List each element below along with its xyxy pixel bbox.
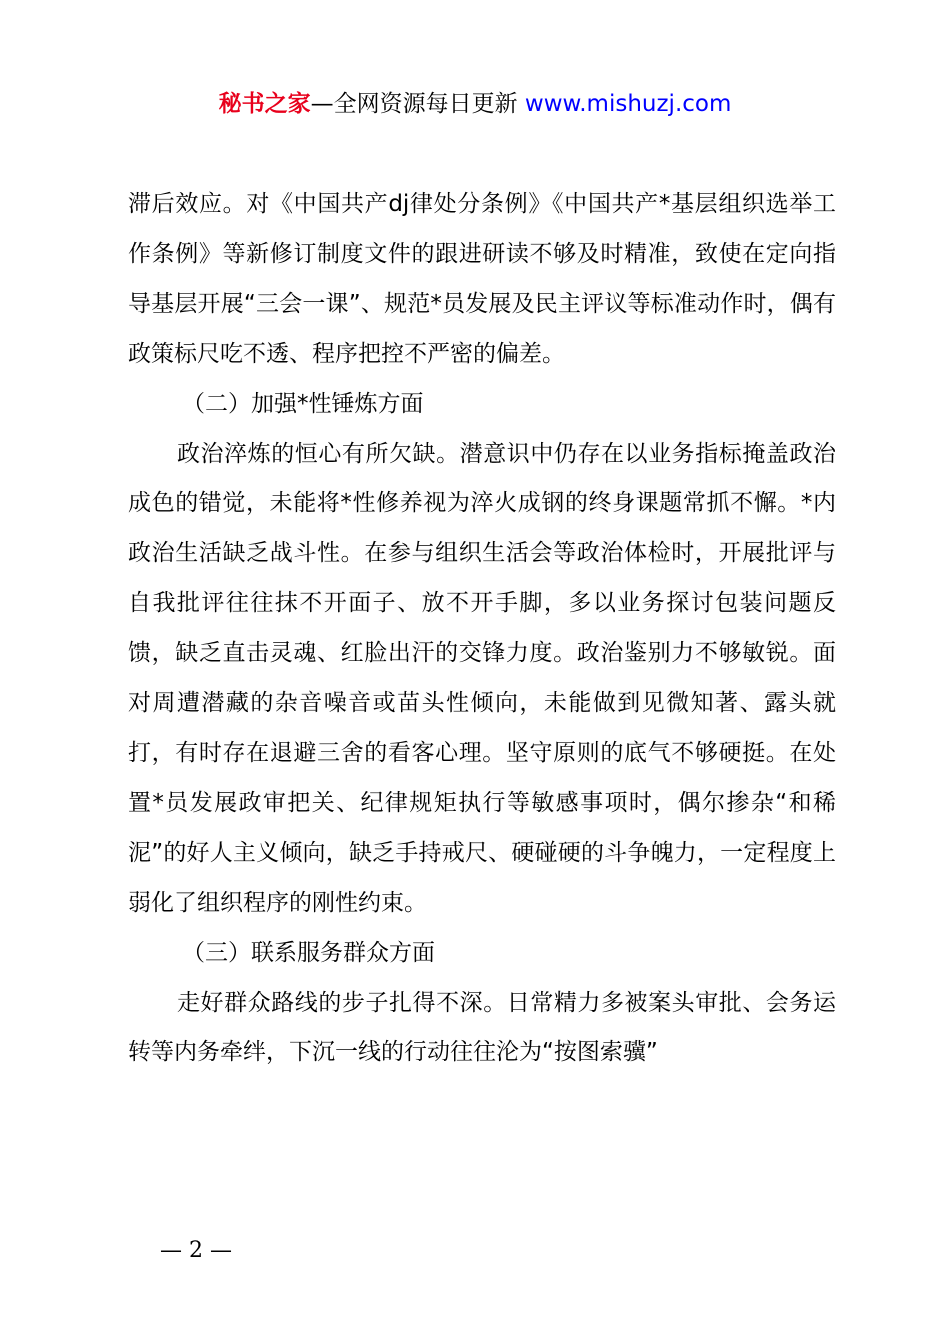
header-tagline: —全网资源每日更新 [310,91,518,117]
paragraph-mass-line: 走好群众路线的步子扎得不深。日常精力多被案头审批、会务运转等内务牵绊，下沉一线的行动往往沦为“按图索骥” [128,989,836,1066]
page-number: — 2 — [160,1238,232,1263]
header-url-link[interactable]: www.mishuzj.com [524,91,732,117]
header-brand: 秘书之家 [218,91,311,117]
section-heading-2: （二）加强*性锤炼方面 [182,390,424,417]
section-heading-3: （三）联系服务群众方面 [182,939,435,966]
paragraph-party-spirit: 政治淬炼的恒心有所欠缺。潜意识中仍存在以业务指标掩盖政治成色的错觉，未能将*性修养视为淬火成钢的终身课题常抓不懈。*内政治生活缺乏战斗性。在参与组织生活会等政治体检时，开展批评与自我批评往往抹不开面子、放不开手脚，多以业务探讨包装问题反馈，缺乏直击灵魂、红脸出汗的交锋力度。政治鉴别力不够敏锐。面对周遭潜藏的杂音噪音或苗头性倾向，未能做到见微知著、露头就打，有时存在退避三舍的看客心理。坚守原则的底气不够硬挺。在处置*员发展政审把关、纪律规矩执行等敏感事项时，偶尔掺杂“和稀泥”的好人主义倾向，缺乏手持戒尺、硬碰硬的斗争魄力，一定程度上弱化了组织程序的刚性约束。 [128,440,836,916]
document-body [128,180,836,1078]
paragraph-continuation: 滞后效应。对《中国共产dj律处分条例》《中国共产*基层组织选举工作条例》等新修订制度文件的跟进研读不够及时精准，致使在定向指导基层开展“三会一课”、规范*员发展及民主评议等标准动作时，偶有政策标尺吃不透、程序把控不严密的偏差。 [128,191,836,367]
page-header [0,86,950,122]
